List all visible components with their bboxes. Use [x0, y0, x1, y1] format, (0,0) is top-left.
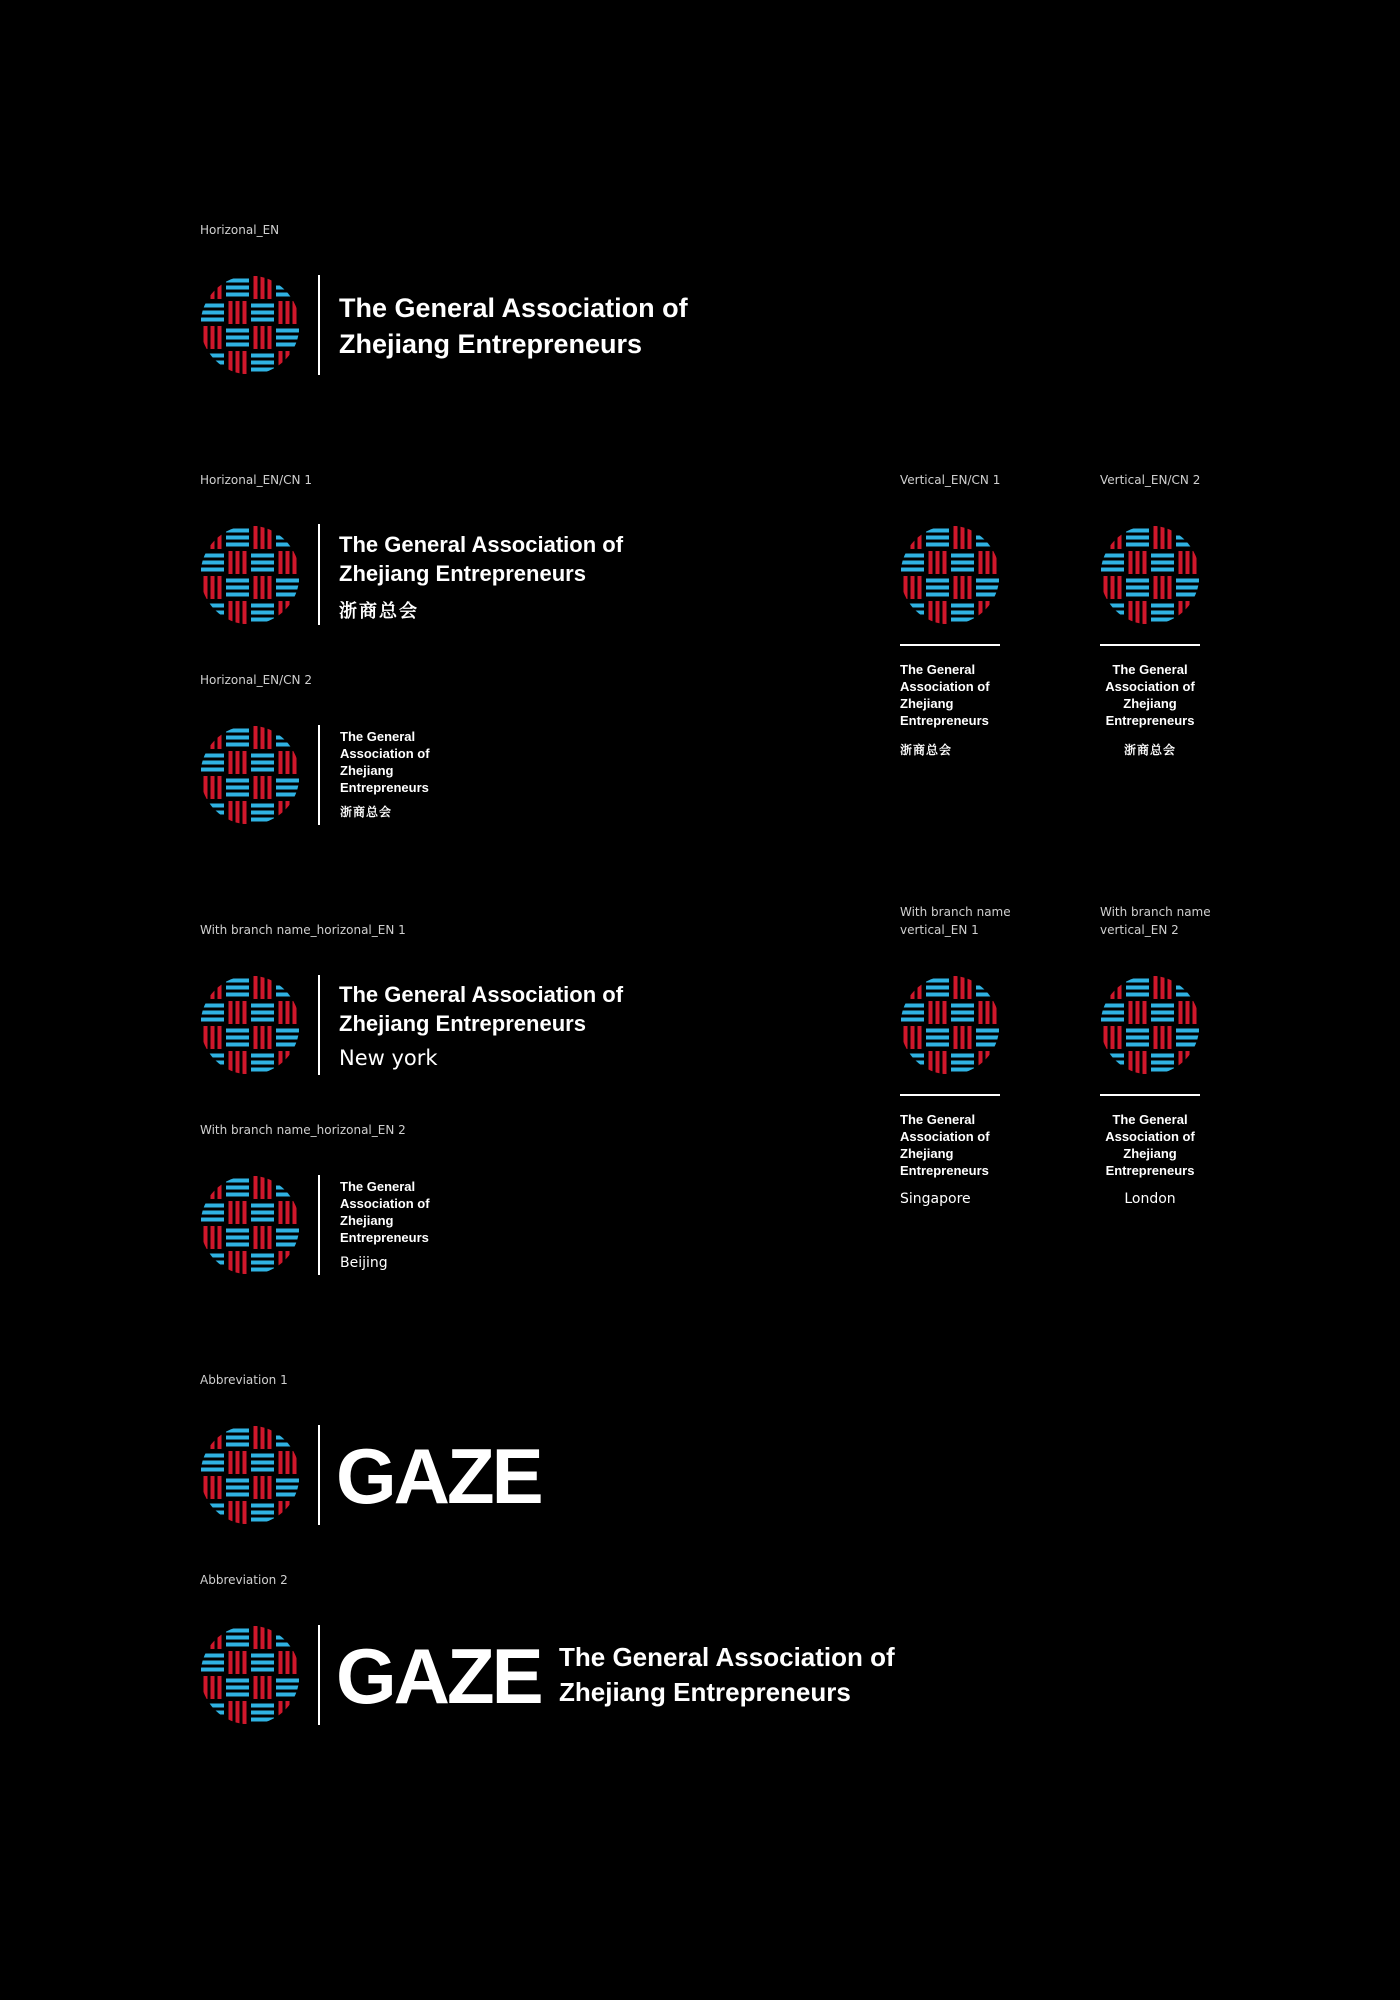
section-label-horizontal-en: Horizonal_EN	[200, 223, 280, 237]
name-line: Entrepreneurs	[340, 1230, 429, 1245]
branch-name: London	[1124, 1191, 1176, 1207]
divider	[318, 1625, 320, 1725]
section-label-horizontal-en-cn-2: Horizonal_EN/CN 2	[200, 673, 312, 687]
woven-circle-emblem-icon	[200, 975, 300, 1075]
name-line: Entrepreneurs	[1105, 1163, 1195, 1178]
name-line: The General	[340, 1179, 416, 1194]
woven-circle-emblem-icon	[200, 1175, 300, 1275]
section-label-branch-horizontal-2: With branch name_horizonal_EN 2	[200, 1123, 406, 1137]
name-line: Zhejiang	[900, 1146, 954, 1161]
section-label-abbreviation-2: Abbreviation 2	[200, 1573, 288, 1587]
name-line: The General	[1112, 662, 1188, 677]
association-name-line1: The General Association of	[339, 982, 624, 1007]
woven-circle-emblem-icon	[200, 525, 300, 625]
divider	[900, 1094, 1000, 1096]
association-name-stacked	[1090, 1111, 1210, 1179]
name-line: Association of	[1105, 679, 1195, 694]
name-line: Zhejiang	[1123, 1146, 1177, 1161]
name-line: The General	[900, 1112, 976, 1127]
association-name-line1: The General Association of	[559, 1642, 895, 1672]
section-label-vertical-en-cn-2: Vertical_EN/CN 2	[1100, 473, 1201, 487]
label-line: With branch name	[1100, 905, 1211, 919]
name-line: Zhejiang	[1123, 696, 1177, 711]
branch-name: Beijing	[340, 1255, 388, 1271]
name-line: Entrepreneurs	[340, 780, 429, 795]
association-name-stacked	[1090, 661, 1210, 729]
association-name-chinese: 浙商总会	[340, 805, 393, 819]
divider	[318, 725, 320, 825]
divider	[318, 275, 320, 375]
name-line: Entrepreneurs	[900, 713, 989, 728]
abbreviation-wordmark: GAZE	[336, 1632, 541, 1720]
association-name	[559, 1640, 895, 1710]
name-line: Zhejiang	[340, 763, 394, 778]
association-name-stacked	[340, 728, 430, 796]
section-label-horizontal-en-cn-1: Horizonal_EN/CN 1	[200, 473, 312, 487]
label-line: vertical_EN 2	[1100, 923, 1179, 937]
woven-circle-emblem-icon	[200, 1425, 300, 1525]
association-name-stacked	[900, 1111, 1010, 1179]
association-name-chinese: 浙商总会	[1123, 743, 1176, 757]
branch-name: Singapore	[900, 1191, 971, 1207]
name-line: Association of	[900, 679, 990, 694]
association-name-stacked	[340, 1178, 430, 1246]
branch-name: New york	[339, 1046, 438, 1070]
association-name-line1: The General Association of	[339, 293, 688, 323]
woven-circle-emblem-icon	[200, 1625, 300, 1725]
name-line: Entrepreneurs	[1105, 713, 1195, 728]
woven-circle-emblem-icon	[1100, 975, 1200, 1075]
name-line: Entrepreneurs	[900, 1163, 989, 1178]
divider	[318, 1425, 320, 1525]
association-name-line2: Zhejiang Entrepreneurs	[339, 329, 643, 359]
divider	[318, 524, 320, 625]
name-line: Association of	[340, 746, 430, 761]
association-name-chinese: 浙商总会	[339, 601, 419, 622]
name-line: The General	[1112, 1112, 1188, 1127]
section-label-branch-vertical-2	[1100, 903, 1211, 939]
association-name-line1: The General Association of	[339, 532, 624, 557]
association-name-line2: Zhejiang Entrepreneurs	[559, 1677, 851, 1707]
divider	[318, 975, 320, 1075]
divider	[1100, 1094, 1200, 1096]
woven-circle-emblem-icon	[900, 975, 1000, 1075]
association-name-line2: Zhejiang Entrepreneurs	[339, 561, 586, 586]
divider	[318, 1175, 320, 1275]
abbreviation-wordmark: GAZE	[336, 1432, 541, 1520]
association-name-chinese: 浙商总会	[900, 743, 953, 757]
name-line: Association of	[900, 1129, 990, 1144]
association-name-stacked	[900, 661, 1010, 729]
association-name	[339, 530, 623, 588]
label-line: With branch name	[900, 905, 1011, 919]
woven-circle-emblem-icon	[1100, 525, 1200, 625]
association-name-line2: Zhejiang Entrepreneurs	[339, 1011, 586, 1036]
association-name	[339, 980, 623, 1038]
section-label-vertical-en-cn-1: Vertical_EN/CN 1	[900, 473, 1001, 487]
name-line: Association of	[1105, 1129, 1195, 1144]
divider	[1100, 644, 1200, 646]
section-label-branch-horizontal-1: With branch name_horizonal_EN 1	[200, 923, 406, 937]
name-line: Zhejiang	[900, 696, 954, 711]
association-name	[339, 290, 688, 362]
label-line: vertical_EN 1	[900, 923, 979, 937]
section-label-branch-vertical-1	[900, 903, 1011, 939]
woven-circle-emblem-icon	[900, 525, 1000, 625]
section-label-abbreviation-1: Abbreviation 1	[200, 1373, 288, 1387]
name-line: The General	[340, 729, 416, 744]
divider	[900, 644, 1000, 646]
name-line: Association of	[340, 1196, 430, 1211]
name-line: The General	[900, 662, 976, 677]
name-line: Zhejiang	[340, 1213, 394, 1228]
woven-circle-emblem-icon	[200, 725, 300, 825]
woven-circle-emblem-icon	[200, 275, 300, 375]
